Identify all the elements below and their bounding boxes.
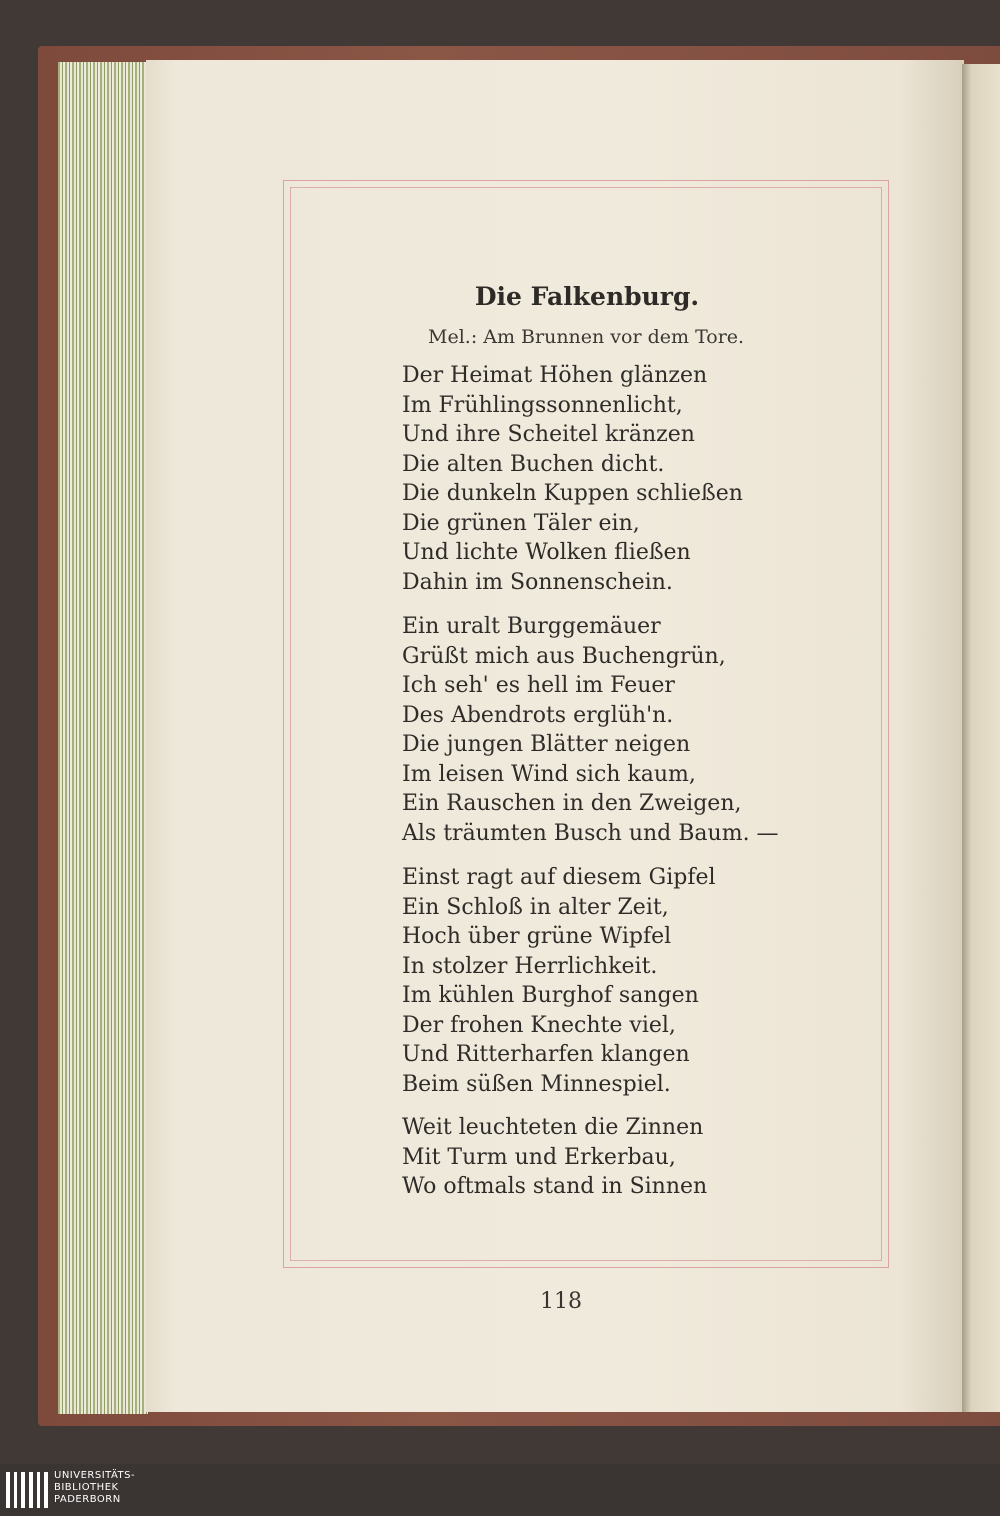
poem-line: Im leisen Wind sich kaum, <box>402 762 696 787</box>
poem-line: Dahin im Sonnenschein. <box>402 570 673 595</box>
melody-note: Mel.: Am Brunnen vor dem Tore. <box>428 326 745 348</box>
page-edges <box>58 62 148 1414</box>
poem-line: Ein Rauschen in den Zweigen, <box>402 791 742 816</box>
poem-line: Der Heimat Höhen glänzen <box>402 363 708 388</box>
poem-title: Die Falkenburg. <box>474 282 700 311</box>
poem-line: Und Ritterharfen klangen <box>402 1042 690 1067</box>
logo-line: PADERBORN <box>54 1494 121 1505</box>
poem-line: Ich seh' es hell im Feuer <box>402 673 675 698</box>
poem-line: Des Abendrots erglüh'n. <box>402 703 674 728</box>
poem-line: Die dunkeln Kuppen schließen <box>402 481 743 506</box>
poem-line: Im kühlen Burghof sangen <box>402 983 699 1008</box>
logo-line: BIBLIOTHEK <box>54 1482 119 1493</box>
poem-line: Beim süßen Minnespiel. <box>402 1072 671 1097</box>
poem-line: Weit leuchteten die Zinnen <box>402 1115 704 1140</box>
poem-line: Im Frühlingssonnenlicht, <box>402 393 683 418</box>
poem-line: Wo oftmals stand in Sinnen <box>402 1174 708 1199</box>
library-logo-text <box>54 1470 135 1506</box>
library-footer <box>0 1464 1000 1516</box>
library-logo-icon <box>6 1472 48 1508</box>
poem-line: Und lichte Wolken fließen <box>402 540 691 565</box>
next-page-edge <box>962 64 1000 1412</box>
poem-line: In stolzer Herrlichkeit. <box>402 954 658 979</box>
poem-line: Einst ragt auf diesem Gipfel <box>402 865 716 890</box>
poem-line: Die alten Buchen dicht. <box>402 452 665 477</box>
poem-line: Grüßt mich aus Buchengrün, <box>402 644 726 669</box>
poem-line: Der frohen Knechte viel, <box>402 1013 676 1038</box>
poem-line: Und ihre Scheitel kränzen <box>402 422 695 447</box>
poem-line: Mit Turm und Erkerbau, <box>402 1145 676 1170</box>
logo-line: UNIVERSITÄTS- <box>54 1470 136 1481</box>
poem-line: Ein Schloß in alter Zeit, <box>402 895 669 920</box>
poem-line: Hoch über grüne Wipfel <box>402 924 672 949</box>
page-number: 118 <box>540 1289 582 1314</box>
poem-line: Die grünen Täler ein, <box>402 511 640 536</box>
poem-line: Die jungen Blätter neigen <box>402 732 691 757</box>
poem-line: Als träumten Busch und Baum. — <box>402 821 779 846</box>
poem-line: Ein uralt Burggemäuer <box>402 614 661 639</box>
